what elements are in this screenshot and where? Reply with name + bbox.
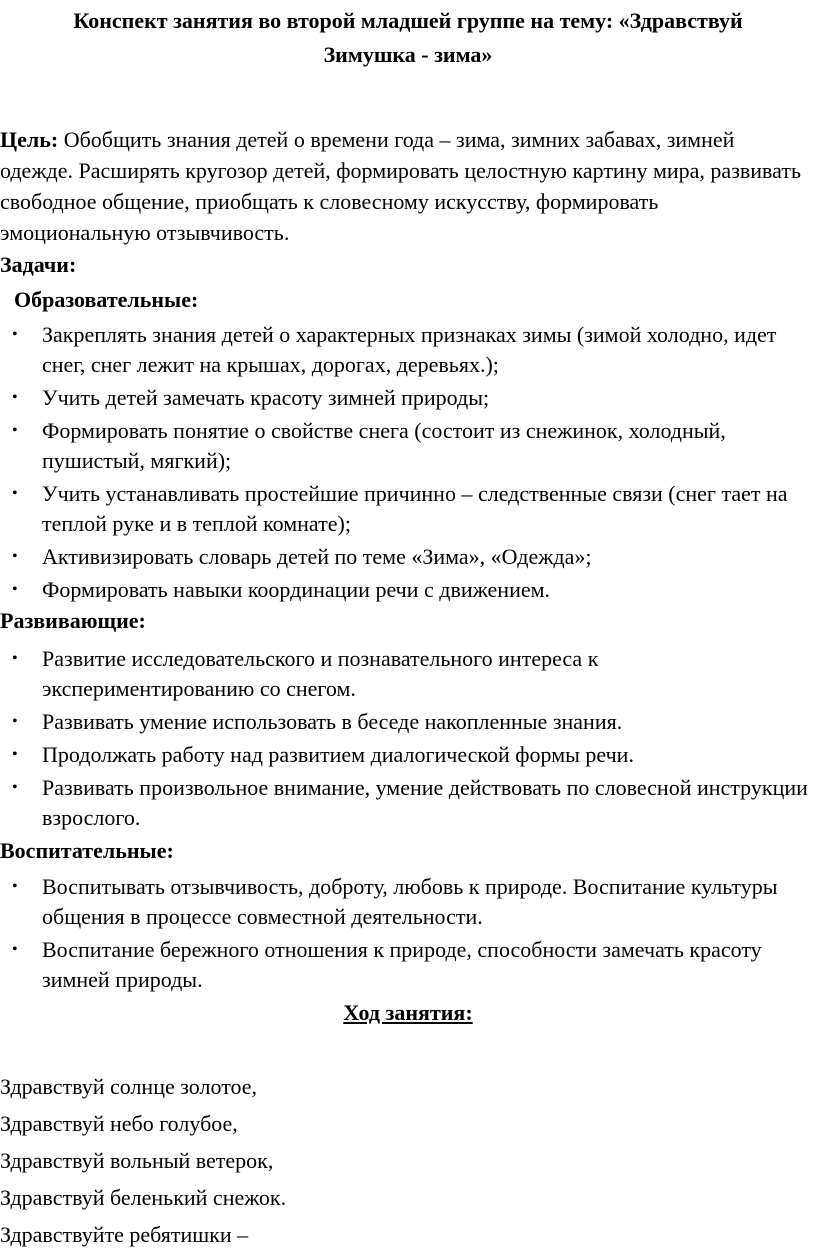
bullet-icon: • — [12, 422, 18, 439]
list-item: • Формировать понятие о свойстве снега (состоит из снежинок, холодный, пушистый, мягкий); — [12, 418, 726, 473]
list-item: • Учить детей замечать красоту зимней природы; — [0, 383, 812, 413]
list-item: • Развитие исследовательского и познавательного интереса к экспериментированию со снегом. — [12, 646, 599, 701]
upbringing-list — [0, 872, 812, 998]
developing-list — [0, 644, 812, 836]
list-item: • Воспитывать отзывчивость, доброту, любовь к природе. Воспитание культуры общения в процессе совместной деятельности. — [12, 874, 778, 929]
poem — [0, 1068, 286, 1253]
bullet-icon: • — [12, 713, 18, 730]
bullet-icon: • — [12, 779, 18, 796]
list-item: • Закреплять знания детей о характерных признаках зимы (зимой холодно, идет снег, снег лежит на крышах, дорогах, деревьях.); — [12, 322, 777, 377]
poem-line: Здравствуй солнце золотое, — [0, 1074, 258, 1099]
goal-paragraph — [0, 124, 810, 248]
developing-heading: Развивающие: — [0, 608, 146, 633]
bullet-icon: • — [12, 389, 18, 406]
list-item: • Развивать умение использовать в беседе накопленные знания. — [0, 707, 812, 737]
list-item: • Продолжать работу над развитием диалогической формы речи. — [0, 740, 812, 770]
educational-list — [0, 320, 812, 608]
bullet-icon: • — [12, 581, 18, 598]
title-line-1: Конспект занятия во второй младшей группе на тему: «Здравствуй — [73, 8, 743, 33]
bullet-icon: • — [12, 650, 18, 667]
list-item: • Активизировать словарь детей по теме «Зима», «Одежда»; — [0, 542, 812, 572]
title-line-2: Зимушка - зима» — [323, 42, 493, 67]
bullet-icon: • — [12, 746, 18, 763]
bullet-icon: • — [12, 548, 18, 565]
bullet-icon: • — [12, 326, 18, 343]
educational-heading: Образовательные: — [14, 287, 199, 312]
bullet-icon: • — [12, 941, 18, 958]
poem-line: Здравствуй вольный ветерок, — [0, 1148, 274, 1173]
poem-line: Здравствуйте ребятишки – — [0, 1222, 249, 1247]
list-item: • Развивать произвольное внимание, умение действовать по словесной инструкции взрослого. — [12, 775, 808, 830]
bullet-icon: • — [12, 485, 18, 502]
poem-line: Здравствуй беленький снежок. — [0, 1185, 287, 1210]
bullet-icon: • — [12, 878, 18, 895]
list-item: • Формировать навыки координации речи с движением. — [0, 575, 812, 605]
course-heading: Ход занятия: — [343, 1000, 473, 1025]
document-title — [0, 4, 816, 72]
tasks-heading: Задачи: — [0, 252, 77, 277]
list-item: • Воспитание бережного отношения к природе, способности замечать красоту зимней природы. — [12, 937, 762, 992]
goal-text: Обобщить знания детей о времени года – зима, зимних забавах, зимней одежде. Расширять кругозор детей, формировать целостную картину мира, развивать свободное общение, приобщать к словесному искусству, формировать эмоциональную отзывчивость. — [0, 127, 801, 245]
goal-label: Цель: — [0, 127, 59, 152]
list-item: • Учить устанавливать простейшие причинно – следственные связи (снег тает на теплой руке и в теплой комнате); — [12, 481, 788, 536]
upbringing-heading: Воспитательные: — [0, 838, 174, 863]
poem-line: Здравствуй небо голубое, — [0, 1111, 238, 1136]
